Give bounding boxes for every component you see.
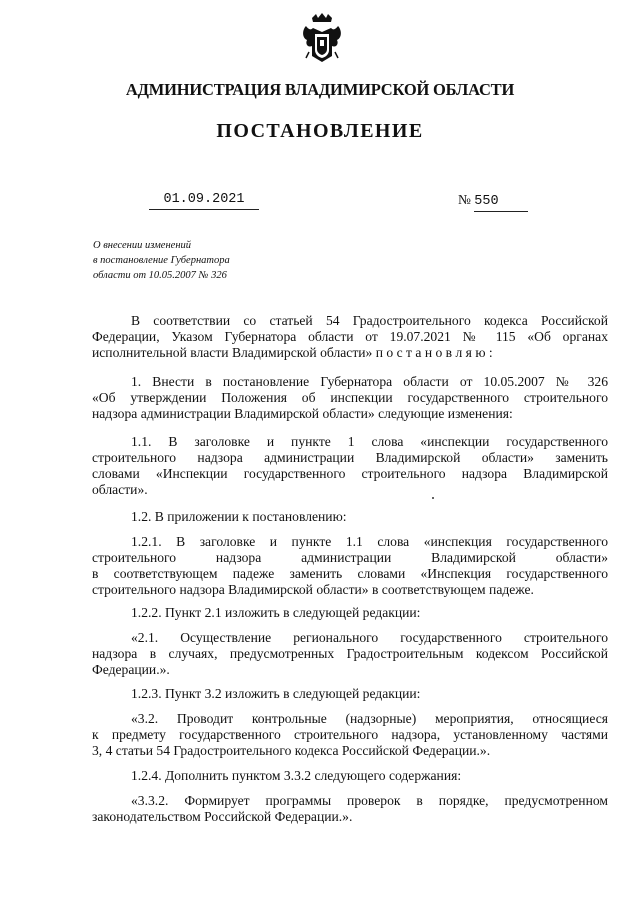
text-line: В соответствии со статьей 54 Градостроительного кодекса Российской: [131, 313, 608, 328]
text-line: 3, 4 статьи 54 Градостроительного кодекса Российской Федерации.».: [92, 743, 491, 758]
paragraph-1: [92, 374, 608, 422]
organization-title: АДМИНИСТРАЦИЯ ВЛАДИМИРСКОЙ ОБЛАСТИ: [125, 80, 515, 99]
text-line: «3.3.2. Формирует программы проверок в порядке, предусмотренном: [131, 793, 608, 808]
paragraph-1-2-2: [92, 605, 608, 621]
coat-of-arms-emblem: [300, 12, 344, 64]
text-line: 1.2.2. Пункт 2.1 изложить в следующей редакции:: [131, 605, 421, 620]
text-line: 1.2.4. Дополнить пунктом 3.3.2 следующего содержания:: [131, 768, 462, 783]
text-line: «2.1. Осуществление регионального государственного строительного: [131, 630, 608, 645]
number-sign: №: [458, 192, 471, 207]
quote-3-3-2: [92, 793, 608, 825]
text-line: надзора администрации Владимирской области» следующие изменения:: [92, 406, 513, 421]
paragraph-1-2: [92, 509, 608, 525]
paragraph-1-2-4: [92, 768, 608, 784]
text-line: исполнительной власти Владимирской области» п о с т а н о в л я ю :: [92, 345, 493, 360]
paragraph-1-2-1: [92, 534, 608, 598]
text-line: 1.2.3. Пункт 3.2 изложить в следующей редакции:: [131, 686, 421, 701]
scan-speck: [432, 497, 434, 499]
text-line: Федерации, Указом Губернатора области от 19.07.2021 № 115 «Об органах: [92, 329, 608, 344]
text-line: строительного надзора администрации Владимирской области»: [92, 550, 608, 565]
text-line: к предмету государственного строительного надзора, установленному частями: [92, 727, 608, 742]
text-line: 1.2. В приложении к постановлению:: [131, 509, 347, 524]
quote-3-2: [92, 711, 608, 759]
text-line: законодательством Российской Федерации.».: [92, 809, 353, 824]
text-line: области».: [92, 482, 148, 497]
subject-line: в постановление Губернатора: [93, 255, 230, 266]
text-line: строительного надзора Владимирской области» в соответствующем падеже.: [92, 582, 534, 597]
paragraph-1-1: [92, 434, 608, 498]
document-date: 01.09.2021: [149, 192, 259, 210]
text-line: Федерации.».: [92, 662, 170, 677]
text-line: «3.2. Проводит контрольные (надзорные) мероприятия, относящиеся: [131, 711, 608, 726]
paragraph-1-2-3: [92, 686, 608, 702]
text-line: 1.2.1. В заголовке и пункте 1.1 слова «инспекция государственного: [131, 534, 608, 549]
subject-line: О внесении изменений: [93, 240, 192, 251]
number-value: 550: [474, 194, 528, 212]
preamble-paragraph: [92, 313, 608, 361]
subject-line: области от 10.05.2007 № 326: [93, 270, 227, 281]
quote-2-1: [92, 630, 608, 678]
text-line: «Об утверждении Положения об инспекции государственного строительного: [92, 390, 608, 405]
text-line: 1. Внести в постановление Губернатора области от 10.05.2007 № 326: [131, 374, 608, 389]
document-type-title: ПОСТАНОВЛЕНИЕ: [216, 120, 424, 142]
text-line: 1.1. В заголовке и пункте 1 слова «инспекции государственного: [131, 434, 608, 449]
text-line: в соответствующем падеже заменить словами «Инспекция государственного: [92, 566, 608, 581]
text-line: строительного надзора администрации Владимирской области» заменить: [92, 450, 608, 465]
document-subject: [93, 238, 293, 283]
document-number: [458, 192, 528, 212]
text-line: надзора в случаях, предусмотренных Градостроительным кодексом Российской: [92, 646, 608, 661]
text-line: словами «Инспекции государственного строительного надзора Владимирской: [92, 466, 608, 481]
